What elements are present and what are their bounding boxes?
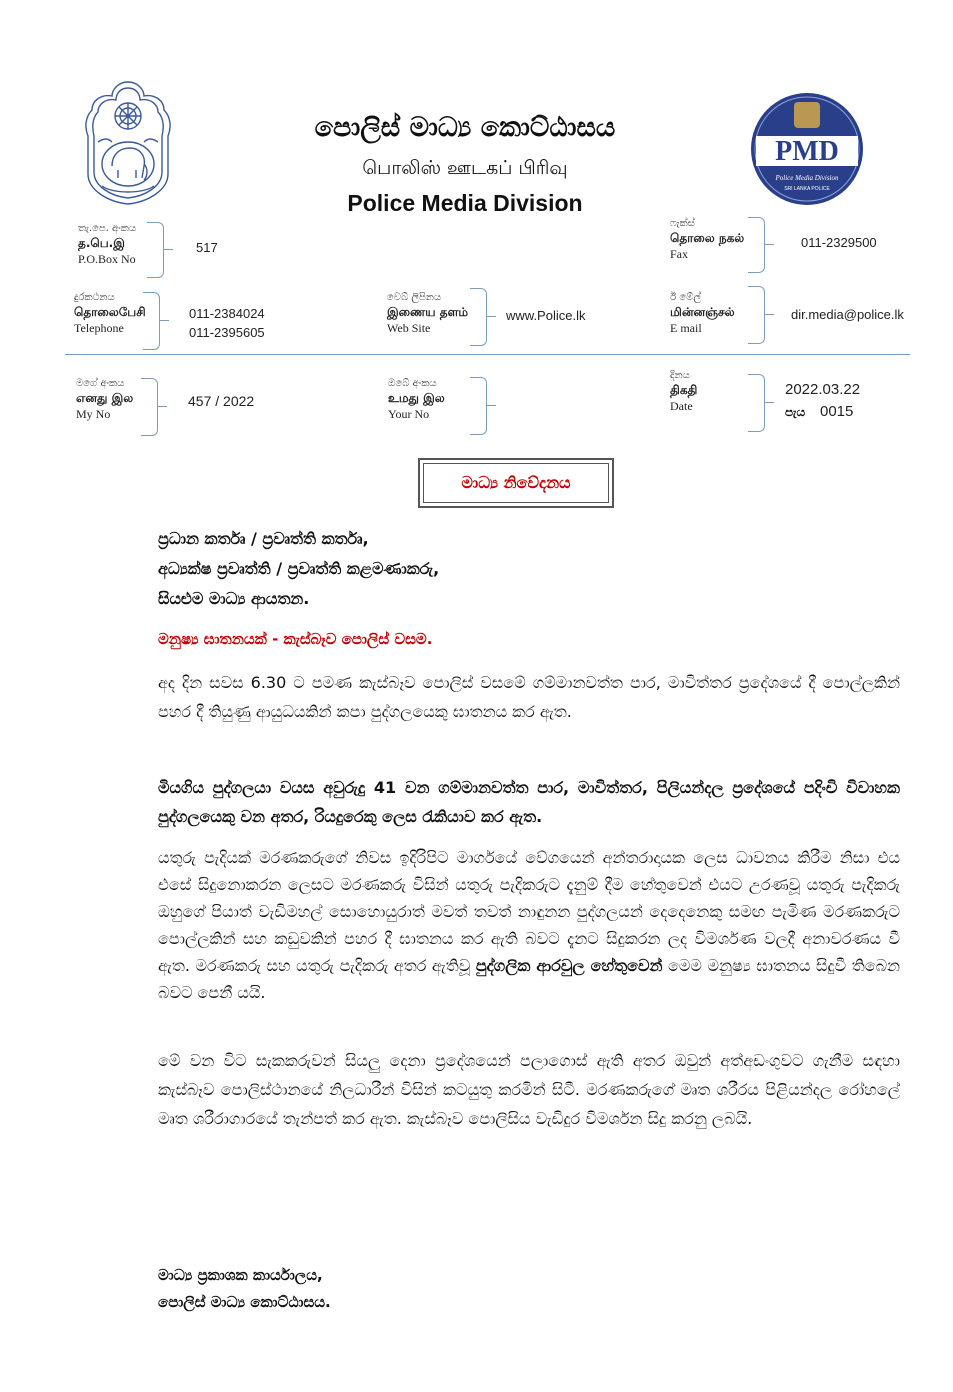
date-notch (765, 402, 774, 403)
po-box-label-ta: த.பெ.இ (78, 236, 125, 250)
your-no-label-si: ඔබේ අංකය (388, 378, 437, 389)
fax-value: 011-2329500 (801, 235, 877, 250)
my-no-value: 457 / 2022 (188, 393, 255, 409)
email-label-ta: மின்னஞ்சல் (670, 305, 735, 319)
pmd-logo-sub-text: SRI LANKA POLICE (784, 186, 830, 192)
fax-label (670, 217, 744, 262)
addressee-3: සියළුම මාධ්‍ය ආයතන. (158, 589, 310, 608)
my-no-brace (141, 378, 158, 436)
pmd-logo-text: PMD (775, 136, 839, 167)
notice-title: මාධ්‍ය නිවේදනය (423, 463, 609, 503)
website-brace (470, 288, 487, 346)
my-no-label-en: My No (76, 407, 111, 421)
telephone-label-en: Telephone (74, 321, 124, 335)
my-no-label-si: මගේ අංකය (76, 378, 125, 389)
your-no-notch (487, 405, 496, 406)
title-tamil: பொலிஸ் ஊடகப் பிரிவு (362, 157, 568, 179)
website-label-ta: இணைய தளம் (387, 305, 469, 319)
paragraph-4: මේ වන විට සැකකරුවන් සියලු දෙනා ප්‍රදේශයෙන් පලාගොස් ඇති අතර ඔවුන් අත්අඩංගුවට ගැනීම සඳහා කැස්බෑව පොලිස්ථානයේ නිලධාරීන් විසින් කටයුතු කරමින් සිටී. මරණකරුගේ මෘත ශරීරය පිළියන්දල රෝහලේ මෘත ශරීරාගාරයේ තැන්පත් කර ඇත. කැස්බෑව පොලිසිය වැඩිදුර විමර්ශන සිදු කරනු ලබයි. (158, 1051, 900, 1128)
website-value[interactable]: www.Police.lk (506, 308, 586, 323)
paragraph-3-part-1: යතුරු පැදියක් මරණකරුගේ නිවස ඉදිරිපිට මාර්ගයේ වේගයෙන් අන්තරාදායක ලෙස ධාවනය කිරීම නිසා එය එසේ සිදුනොකරන ලෙසට මරණකරු විසින් යතුරු පැදිකරුට දැනුම් දීම හේතුවෙන් එයට උරණවූ යතුරු පැදිකරු ඔහුගේ පියාත් වැඩිමහල් සොහොයුරාත් මවත් තවත් නාඳුනන පුද්ගලයන් දෙදෙනෙකු සමඟ පැමිණ මරණකරුට පොල්ලකින් සහ කඩුවකින් පහර දී ඝාතනය කර ඇති බවට දැනට සිදුකරන ලද විමර්ශණ වලදී අනාවරණය වී ඇත. මරණකරු සහ යතුරු පැදිකරු අතර ඇතිවූ (158, 848, 900, 975)
telephone-value-1: 011-2384024 (189, 306, 265, 321)
fax-brace (748, 217, 765, 273)
po-box-value: 517 (196, 240, 218, 255)
my-no-label (76, 377, 133, 422)
paragraph-3 (158, 844, 900, 1006)
police-emblem (78, 78, 178, 208)
date-label (670, 369, 697, 414)
paragraph-3-bold: පුද්ගලික ආරවුල හේතුවෙන් (475, 956, 663, 975)
fax-notch (765, 244, 774, 245)
time-value: 0015 (820, 403, 854, 420)
email-notch (765, 314, 774, 315)
website-label (387, 291, 468, 336)
website-label-en: Web Site (387, 321, 431, 335)
paragraph-3-part-2: මෙම මනුෂ්‍ය ඝාතනය සිදුවී තිබෙන බවට පෙනී යයි. (158, 956, 901, 1002)
telephone-brace (143, 292, 160, 350)
telephone-value-2: 011-2395605 (189, 325, 265, 340)
telephone-label (74, 291, 146, 336)
telephone-label-ta: தொலைபேசி (74, 305, 146, 319)
email-value[interactable]: dir.media@police.lk (791, 307, 904, 322)
your-no-label-en: Your No (388, 407, 430, 421)
title-english: Police Media Division (347, 190, 583, 216)
website-label-si: වෙබ් ලිපිනය (387, 292, 442, 303)
time-label: පැය (785, 405, 806, 419)
date-label-en: Date (670, 399, 693, 413)
fax-label-si: ෆැක්ස් (670, 218, 695, 229)
my-no-label-ta: எனது இல (76, 391, 134, 405)
your-no-brace (470, 377, 487, 435)
po-box-label (78, 222, 136, 267)
po-box-notch (164, 249, 173, 250)
notice-title-box (418, 458, 614, 508)
signature-line-1: මාධ්‍ය ප්‍රකාශක කාර්යාලය, (158, 1266, 323, 1284)
email-label (670, 291, 735, 336)
paragraph-1: අද දින සවස 6.30 ට පමණ කැස්බෑව පොලිස් වසමේ ගම්මානවත්ත පාර, මාවිත්තර ප්‍රදේශයේ දී පොල්ලකින් පහර දී තියුණු ආයුධයකින් කපා පුද්ගලයෙකු ඝාතනය කර ඇත. (158, 673, 900, 721)
telephone-notch (160, 320, 169, 321)
signature-line-2: පොලිස් මාධ්‍ය කොට්ඨාසය. (158, 1293, 331, 1311)
website-notch (487, 316, 496, 317)
subject-line: මනුෂ්‍ය ඝාතනයක් - කැස්බෑව පොලිස් වසම. (158, 630, 433, 648)
fax-label-ta: தொலை நகல் (670, 231, 745, 245)
telephone-label-si: දුරකථනය (74, 292, 115, 303)
po-box-label-si: තැ.පෙ. අංකය (78, 223, 137, 234)
date-label-si: දිනය (670, 370, 690, 381)
your-no-label (388, 377, 445, 422)
date-brace (748, 374, 765, 432)
po-box-brace (147, 222, 164, 278)
addressee-2: අධ්‍යක්ෂ ප්‍රවෘත්ති / ප්‍රවෘත්ති කළමණාකරු, (158, 559, 440, 578)
pmd-logo-ring-text: Police Media Division (775, 174, 839, 182)
addressee-1: ප්‍රධාන කර්තෘ / ප්‍රවෘත්ති කර්තෘ, (158, 529, 369, 548)
date-value: 2022.03.22 (785, 381, 861, 398)
paragraph-2: මියගිය පුද්ගලයා වයස අවුරුදු 41 වන ගම්මානවත්ත පාර, මාවිත්තර, පිලියන්දල ප්‍රදේශයේ පදිංචි විවාහක පුද්ගලයෙකු වන අතර, රියදුරෙකු ලෙස රැකියාව කර ඇත. (158, 778, 900, 826)
your-no-label-ta: உமது இல (388, 391, 445, 405)
date-label-ta: திகதி (670, 383, 698, 397)
my-no-notch (158, 406, 167, 407)
header-divider (65, 354, 910, 355)
email-brace (748, 286, 765, 344)
pmd-logo (750, 92, 864, 206)
email-label-en: E mail (670, 321, 702, 335)
fax-label-en: Fax (670, 247, 688, 261)
email-label-si: ඊ මේල් (670, 292, 701, 303)
title-sinhala: පොලිස් මාධ්‍ය කොට්ඨාසය (314, 112, 616, 143)
po-box-label-en: P.O.Box No (78, 252, 136, 266)
